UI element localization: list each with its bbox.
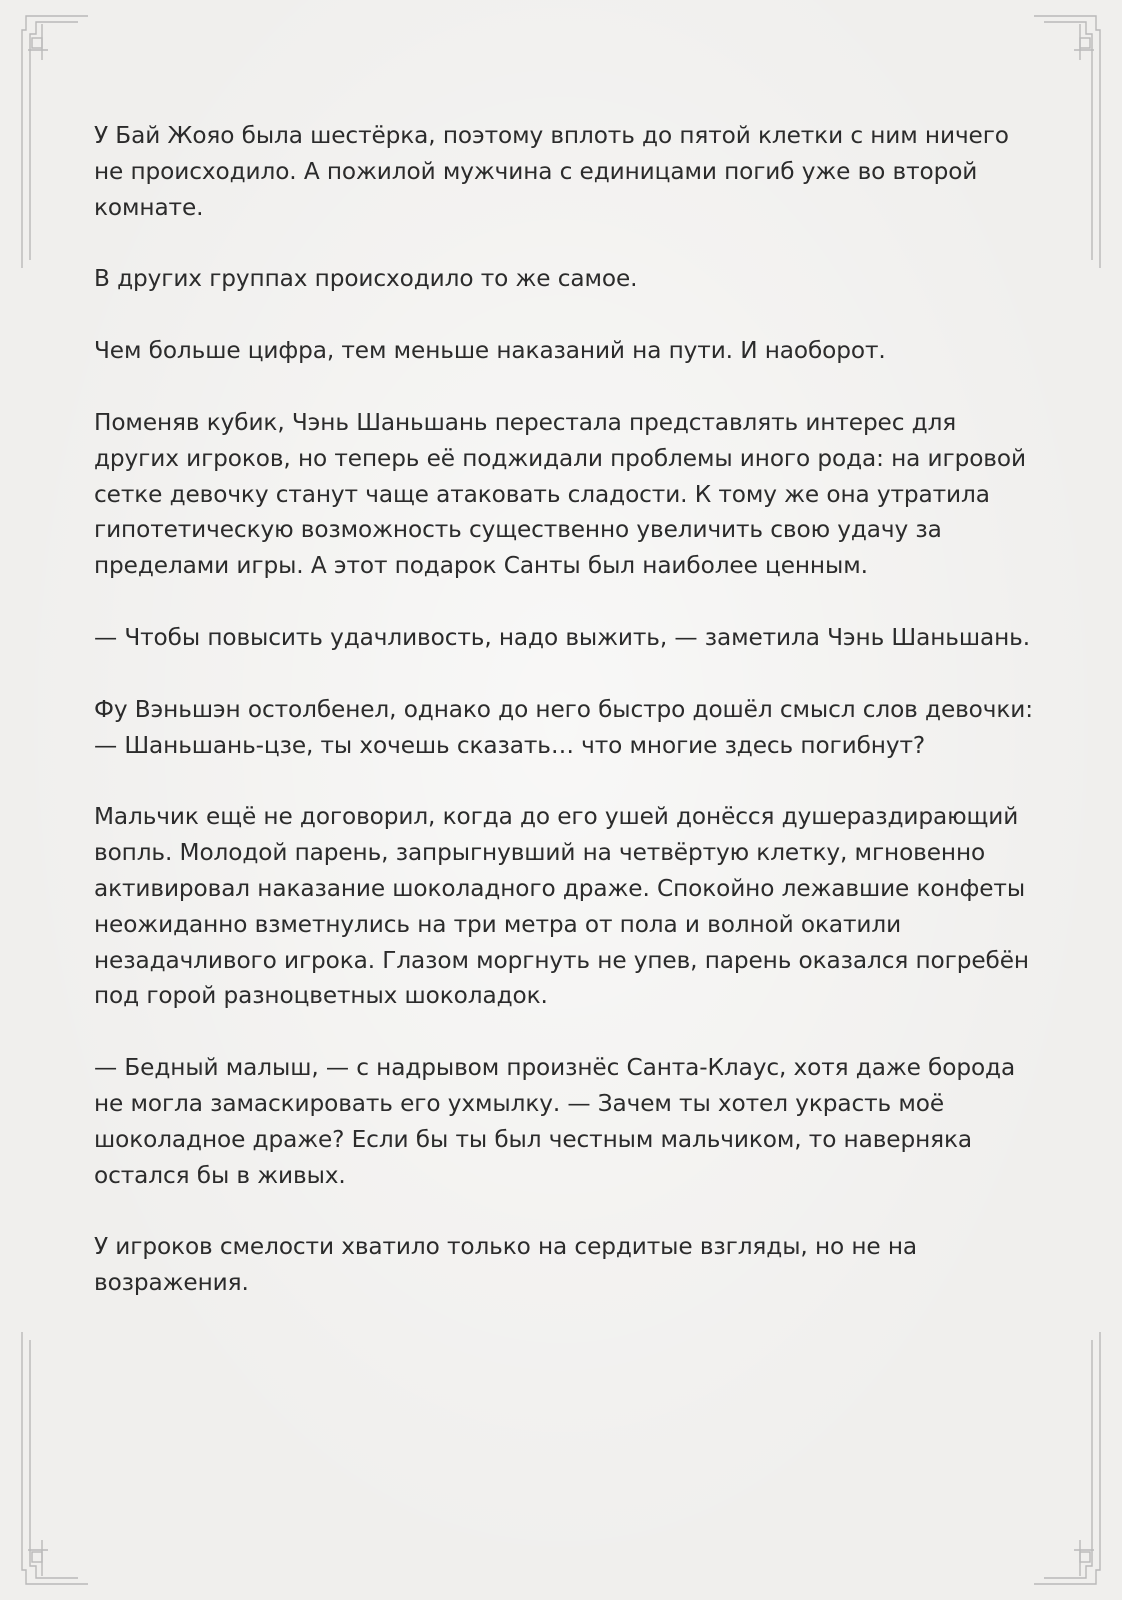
- document-body: [94, 118, 1044, 1301]
- paragraph-7: — Шаньшань-цзе, ты хочешь сказать… что многие здесь погибнут?: [94, 731, 926, 759]
- paragraph-4: Поменяв кубик, Чэнь Шаньшань перестала представлять интерес для других игроков, но теперь её поджидали проблемы иного рода: на игровой сетке девочку станут чаще атаковать сладости. К тому же она утратила гипотетическую возможность существенно увеличить свою удачу за пределами игры. А этот подарок Санты был наиболее ценным.: [94, 408, 1026, 580]
- paragraph-8: Мальчик ещё не договорил, когда до его ушей донёсся душераздирающий вопль. Молодой парень, запрыгнувший на четвёртую клетку, мгновенно активировал наказание шоколадного драже. Спокойно лежавшие конфеты неожиданно взметнулись на три метра от пола и волной окатили незадачливого игрока. Глазом моргнуть не упев, парень оказался погребён под горой разноцветных шоколадок.: [94, 803, 1029, 1010]
- frame-ornament-top-left: [18, 10, 98, 270]
- paragraph-5: — Чтобы повысить удачливость, надо выжить, — заметила Чэнь Шаньшань.: [94, 623, 1030, 651]
- paragraph-9: — Бедный малыш, — с надрывом произнёс Санта-Клаус, хотя даже борода не могла замаскировать его ухмылку. — Зачем ты хотел украсть моё шоколадное драже? Если бы ты был честным мальчиком, то наверняка остался бы в живых.: [94, 1054, 1016, 1189]
- paragraph-10: У игроков смелости хватило только на сердитые взгляды, но не на возражения.: [94, 1233, 918, 1297]
- paragraph-1: У Бай Жояо была шестёрка, поэтому вплоть до пятой клетки с ним ничего не происходило. А пожилой мужчина с единицами погиб уже во второй комнате.: [94, 122, 1009, 221]
- frame-ornament-bottom-left: [18, 1330, 98, 1590]
- paragraph-2: В других группах происходило то же самое.: [94, 265, 638, 293]
- paragraph-3: Чем больше цифра, тем меньше наказаний на пути. И наоборот.: [94, 337, 886, 365]
- frame-ornament-bottom-right: [1024, 1330, 1104, 1590]
- paragraph-6: Фу Вэньшэн остолбенел, однако до него быстро дошёл смысл слов девочки:: [94, 695, 1033, 723]
